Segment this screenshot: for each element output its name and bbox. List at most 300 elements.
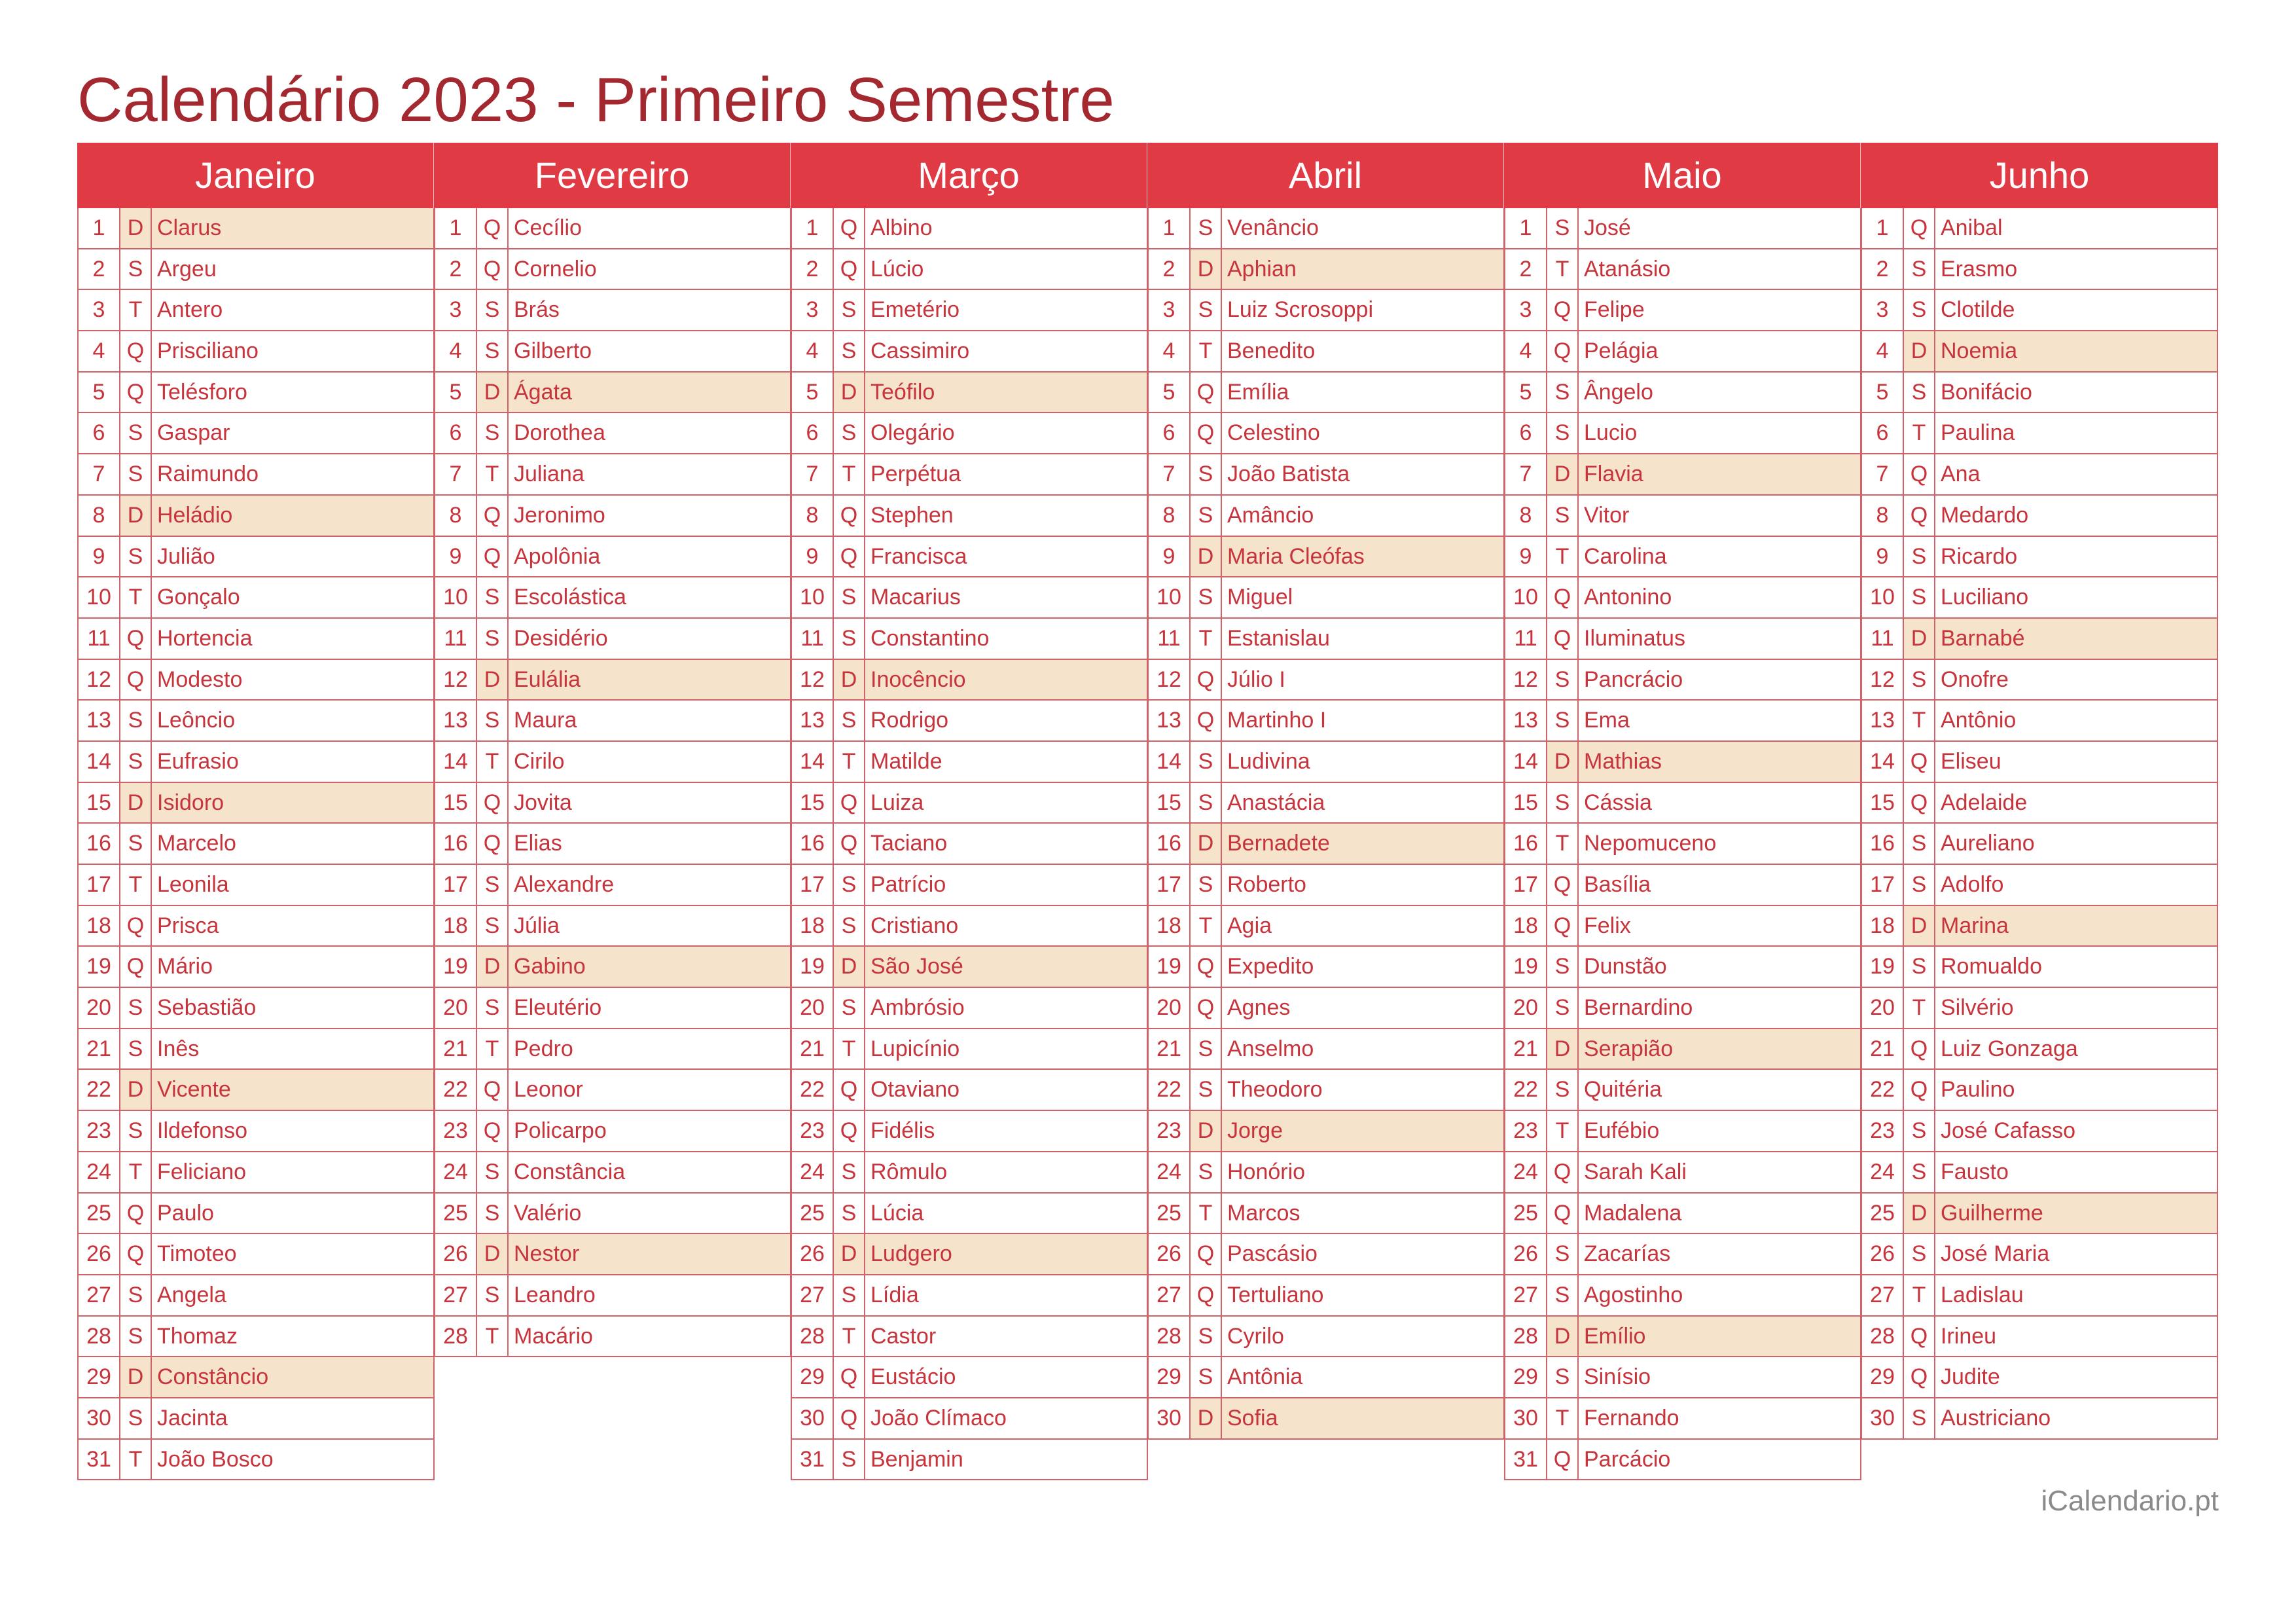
day-number: 22: [1862, 1070, 1904, 1110]
month-header: Março: [791, 143, 1148, 208]
saint-name: Ema: [1584, 708, 1630, 733]
weekday-letter: T: [120, 865, 152, 905]
saint-name: Teófilo: [865, 373, 1147, 412]
day-row: [1862, 1398, 2217, 1440]
day-number: 2: [792, 249, 834, 289]
weekday-letter: S: [120, 1275, 152, 1315]
weekday-letter: D: [477, 1234, 509, 1274]
day-number: 16: [1505, 824, 1547, 864]
day-number: 15: [1149, 783, 1191, 823]
weekday-letter: S: [1191, 496, 1222, 536]
saint-name: Antero: [157, 297, 223, 323]
day-number: 2: [435, 249, 477, 289]
weekday-letter: T: [1547, 249, 1579, 289]
saint-name: José: [1584, 215, 1631, 240]
saint-name: Serapião: [1579, 1029, 1860, 1069]
day-number: 19: [1505, 947, 1547, 987]
day-row: [1862, 1234, 2217, 1275]
day-number: 7: [792, 454, 834, 494]
day-number: 5: [435, 373, 477, 412]
weekday-letter: S: [834, 331, 865, 371]
day-list: [1504, 208, 1861, 1480]
day-number: 4: [1862, 331, 1904, 371]
month-column-maio: [1504, 143, 1861, 1480]
saint-name: Theodoro: [1227, 1077, 1323, 1103]
month-column-abril: [1147, 143, 1505, 1440]
weekday-letter: S: [477, 906, 509, 946]
day-row: [79, 413, 433, 454]
day-row: [1149, 331, 1503, 373]
saint-name: Luciliano: [1941, 585, 2029, 610]
weekday-letter: S: [1547, 660, 1579, 700]
weekday-letter: Q: [834, 208, 865, 248]
day-number: 1: [435, 208, 477, 248]
day-number: 31: [1505, 1440, 1547, 1480]
weekday-letter: Q: [120, 373, 152, 412]
weekday-letter: Q: [1904, 1317, 1935, 1357]
saint-name: Emília: [1227, 379, 1289, 405]
weekday-letter: Q: [477, 783, 509, 823]
saint-name: Dorothea: [514, 420, 605, 446]
day-row: [1149, 742, 1503, 783]
saint-name: Modesto: [157, 666, 243, 692]
day-number: 3: [792, 290, 834, 330]
saint-name: Otaviano: [870, 1077, 960, 1103]
day-number: 8: [1149, 496, 1191, 536]
day-row: [1505, 496, 1860, 537]
saint-name: Júlio I: [1227, 666, 1285, 692]
weekday-letter: S: [834, 1440, 865, 1480]
saint-name: Tertuliano: [1227, 1282, 1324, 1307]
saint-name: Iluminatus: [1584, 625, 1685, 651]
day-list: [1861, 208, 2218, 1440]
weekday-letter: S: [1191, 290, 1222, 330]
day-row: [792, 988, 1147, 1029]
day-number: 16: [1149, 824, 1191, 864]
day-number: 3: [79, 290, 120, 330]
day-number: 21: [1149, 1029, 1191, 1069]
day-number: 24: [792, 1152, 834, 1192]
weekday-letter: D: [120, 1070, 152, 1110]
weekday-letter: S: [1904, 660, 1935, 700]
weekday-letter: S: [120, 1317, 152, 1357]
day-number: 27: [792, 1275, 834, 1315]
weekday-letter: S: [1547, 701, 1579, 740]
day-row: [435, 454, 790, 496]
weekday-letter: S: [120, 742, 152, 782]
day-number: 6: [1149, 413, 1191, 453]
day-row: [435, 906, 790, 947]
weekday-letter: S: [477, 1152, 509, 1192]
day-number: 25: [1505, 1194, 1547, 1233]
weekday-letter: T: [1904, 1275, 1935, 1315]
day-number: 8: [1505, 496, 1547, 536]
day-number: 10: [79, 577, 120, 617]
saint-name: Quitéria: [1584, 1077, 1662, 1103]
weekday-letter: Q: [477, 537, 509, 577]
day-number: 4: [792, 331, 834, 371]
weekday-letter: S: [1904, 1398, 1935, 1438]
saint-name: Angela: [157, 1282, 226, 1307]
day-row: [1149, 1357, 1503, 1398]
day-number: 2: [79, 249, 120, 289]
day-row: [435, 988, 790, 1029]
weekday-letter: S: [120, 1029, 152, 1069]
weekday-letter: D: [1547, 454, 1579, 494]
weekday-letter: D: [1904, 1194, 1935, 1233]
saint-name: Anselmo: [1227, 1036, 1314, 1061]
day-row: [1149, 988, 1503, 1029]
weekday-letter: Q: [1191, 1234, 1222, 1274]
day-row: [1862, 1070, 2217, 1111]
saint-name: São José: [865, 947, 1147, 987]
day-number: 30: [1149, 1398, 1191, 1438]
day-row: [792, 290, 1147, 331]
day-row: [1149, 496, 1503, 537]
weekday-letter: T: [120, 1152, 152, 1192]
day-row: [1149, 701, 1503, 742]
day-row: [792, 208, 1147, 249]
day-number: 25: [792, 1194, 834, 1233]
weekday-letter: D: [1904, 331, 1935, 371]
weekday-letter: T: [477, 1317, 509, 1357]
day-number: 19: [79, 947, 120, 987]
saint-name: Antonino: [1584, 585, 1672, 610]
day-number: 27: [1505, 1275, 1547, 1315]
day-row: [1862, 496, 2217, 537]
day-number: 8: [792, 496, 834, 536]
day-row: [1505, 1398, 1860, 1440]
day-row: [79, 701, 433, 742]
day-row: [435, 208, 790, 249]
weekday-letter: S: [834, 701, 865, 740]
month-column-março: [791, 143, 1148, 1480]
day-number: 25: [1149, 1194, 1191, 1233]
weekday-letter: Q: [1904, 496, 1935, 536]
day-number: 15: [79, 783, 120, 823]
day-row: [435, 1152, 790, 1194]
page-title: Calendário 2023 - Primeiro Semestre: [77, 65, 1115, 135]
day-row: [79, 373, 433, 414]
day-row: [79, 660, 433, 701]
weekday-letter: S: [1547, 1070, 1579, 1110]
day-row: [1149, 577, 1503, 619]
weekday-letter: S: [120, 1111, 152, 1151]
weekday-letter: T: [1191, 1194, 1222, 1233]
day-number: 9: [1862, 537, 1904, 577]
saint-name: Bonifácio: [1941, 379, 2032, 405]
weekday-letter: Q: [477, 824, 509, 864]
weekday-letter: S: [1191, 1029, 1222, 1069]
weekday-letter: Q: [1547, 331, 1579, 371]
day-row: [792, 1194, 1147, 1235]
saint-name: Paulina: [1941, 420, 2015, 446]
day-number: 8: [79, 496, 120, 536]
day-row: [1149, 290, 1503, 331]
day-number: 21: [435, 1029, 477, 1069]
saint-name: Paulo: [157, 1200, 214, 1226]
day-row: [79, 1317, 433, 1358]
day-row: [1862, 619, 2217, 660]
day-row: [1505, 824, 1860, 865]
saint-name: Felix: [1584, 913, 1631, 938]
saint-name: Leonor: [514, 1077, 583, 1103]
weekday-letter: S: [477, 331, 509, 371]
day-number: 24: [1149, 1152, 1191, 1192]
weekday-letter: S: [477, 619, 509, 659]
month-header: Janeiro: [77, 143, 435, 208]
weekday-letter: Q: [834, 1070, 865, 1110]
saint-name: Vicente: [152, 1070, 433, 1110]
weekday-letter: S: [1191, 1070, 1222, 1110]
weekday-letter: Q: [1904, 208, 1935, 248]
day-number: 9: [435, 537, 477, 577]
day-row: [1862, 537, 2217, 578]
day-number: 5: [792, 373, 834, 412]
day-number: 28: [79, 1317, 120, 1357]
day-row: [79, 331, 433, 373]
day-number: 13: [435, 701, 477, 740]
day-row: [1149, 1275, 1503, 1317]
weekday-letter: Q: [834, 783, 865, 823]
day-row: [792, 413, 1147, 454]
day-row: [1505, 454, 1860, 496]
saint-name: Agostinho: [1584, 1282, 1683, 1307]
weekday-letter: D: [834, 1234, 865, 1274]
day-row: [1149, 1152, 1503, 1194]
saint-name: Heládio: [152, 496, 433, 536]
saint-name: Sarah Kali: [1584, 1159, 1687, 1184]
saint-name: Ludivina: [1227, 748, 1310, 774]
saint-name: Judite: [1941, 1364, 2000, 1390]
day-row: [792, 496, 1147, 537]
weekday-letter: Q: [834, 1111, 865, 1151]
saint-name: Romualdo: [1941, 954, 2042, 979]
saint-name: Cirilo: [514, 748, 565, 774]
day-number: 17: [79, 865, 120, 905]
day-number: 5: [1505, 373, 1547, 412]
saint-name: Flavia: [1579, 454, 1860, 494]
day-number: 17: [435, 865, 477, 905]
day-number: 30: [1505, 1398, 1547, 1438]
day-number: 20: [1149, 988, 1191, 1028]
day-row: [792, 660, 1147, 701]
saint-name: Medardo: [1941, 502, 2029, 528]
day-number: 21: [1505, 1029, 1547, 1069]
saint-name: Onofre: [1941, 666, 2009, 692]
day-row: [1149, 454, 1503, 496]
saint-name: Estanislau: [1227, 625, 1330, 651]
day-row: [1505, 865, 1860, 906]
day-number: 24: [79, 1152, 120, 1192]
weekday-letter: S: [120, 701, 152, 740]
saint-name: Albino: [870, 215, 933, 240]
saint-name: Prisca: [157, 913, 219, 938]
day-row: [1149, 865, 1503, 906]
day-row: [1149, 1317, 1503, 1358]
saint-name: Gabino: [509, 947, 790, 987]
weekday-letter: D: [120, 496, 152, 536]
day-row: [792, 1398, 1147, 1440]
day-row: [1149, 660, 1503, 701]
saint-name: Ricardo: [1941, 543, 2018, 569]
weekday-letter: S: [1904, 824, 1935, 864]
day-list: [434, 208, 791, 1357]
day-row: [435, 537, 790, 578]
weekday-letter: S: [1904, 1234, 1935, 1274]
day-number: 17: [1505, 865, 1547, 905]
day-number: 15: [435, 783, 477, 823]
day-row: [1505, 783, 1860, 824]
weekday-letter: Q: [120, 906, 152, 946]
saint-name: Venâncio: [1227, 215, 1319, 240]
saint-name: Clarus: [152, 208, 433, 248]
day-number: 12: [1149, 660, 1191, 700]
weekday-letter: S: [477, 1194, 509, 1233]
saint-name: Maura: [514, 708, 577, 733]
day-row: [792, 1275, 1147, 1317]
saint-name: Nestor: [509, 1234, 790, 1274]
day-row: [1505, 1275, 1860, 1317]
weekday-letter: S: [1191, 1152, 1222, 1192]
weekday-letter: S: [1547, 1357, 1579, 1397]
weekday-letter: S: [477, 577, 509, 617]
saint-name: Ambrósio: [870, 995, 965, 1021]
day-number: 28: [1862, 1317, 1904, 1357]
day-number: 27: [1149, 1275, 1191, 1315]
weekday-letter: S: [477, 865, 509, 905]
saint-name: Mário: [157, 954, 213, 979]
day-row: [435, 1234, 790, 1275]
day-number: 13: [79, 701, 120, 740]
weekday-letter: Q: [834, 537, 865, 577]
day-number: 29: [1505, 1357, 1547, 1397]
weekday-letter: Q: [1904, 1070, 1935, 1110]
day-number: 4: [79, 331, 120, 371]
day-row: [1862, 208, 2217, 249]
saint-name: Martinho I: [1227, 708, 1327, 733]
saint-name: Jorge: [1222, 1111, 1503, 1151]
saint-name: Parcácio: [1584, 1446, 1671, 1472]
saint-name: Jovita: [514, 790, 572, 815]
month-header: Fevereiro: [434, 143, 791, 208]
day-number: 18: [435, 906, 477, 946]
weekday-letter: D: [1904, 906, 1935, 946]
saint-name: Constância: [514, 1159, 626, 1184]
weekday-letter: S: [834, 577, 865, 617]
saint-name: Luiz Scrosoppi: [1227, 297, 1374, 323]
weekday-letter: Q: [120, 619, 152, 659]
day-row: [792, 1440, 1147, 1481]
day-number: 15: [1862, 783, 1904, 823]
day-row: [1862, 1194, 2217, 1235]
day-number: 27: [435, 1275, 477, 1315]
saint-name: Stephen: [870, 502, 954, 528]
saint-name: Agia: [1227, 913, 1272, 938]
saint-name: Luiza: [870, 790, 924, 815]
day-number: 24: [1505, 1152, 1547, 1192]
weekday-letter: S: [477, 701, 509, 740]
saint-name: Emílio: [1579, 1317, 1860, 1357]
weekday-letter: Q: [1191, 413, 1222, 453]
day-row: [1505, 373, 1860, 414]
weekday-letter: Q: [834, 824, 865, 864]
day-row: [435, 413, 790, 454]
saint-name: Elias: [514, 831, 562, 856]
saint-name: Gonçalo: [157, 585, 240, 610]
day-number: 11: [1505, 619, 1547, 659]
weekday-letter: S: [1904, 577, 1935, 617]
day-row: [1505, 1317, 1860, 1358]
weekday-letter: T: [120, 290, 152, 330]
saint-name: Pascásio: [1227, 1241, 1318, 1267]
day-number: 27: [79, 1275, 120, 1315]
day-row: [79, 577, 433, 619]
saint-name: Leonila: [157, 872, 229, 897]
day-number: 4: [1505, 331, 1547, 371]
saint-name: Escolástica: [514, 585, 626, 610]
day-number: 7: [1149, 454, 1191, 494]
day-row: [1149, 373, 1503, 414]
day-number: 16: [435, 824, 477, 864]
saint-name: Constantino: [870, 625, 990, 651]
saint-name: Emetério: [870, 297, 960, 323]
weekday-letter: S: [1191, 208, 1222, 248]
saint-name: Pancrácio: [1584, 666, 1683, 692]
weekday-letter: T: [834, 1317, 865, 1357]
day-number: 1: [1149, 208, 1191, 248]
day-number: 9: [1505, 537, 1547, 577]
weekday-letter: D: [834, 373, 865, 412]
day-row: [1149, 1029, 1503, 1070]
day-number: 12: [1862, 660, 1904, 700]
saint-name: Castor: [870, 1323, 937, 1349]
day-number: 18: [1862, 906, 1904, 946]
day-row: [1505, 701, 1860, 742]
weekday-letter: Q: [1191, 701, 1222, 740]
weekday-letter: S: [1191, 577, 1222, 617]
saint-name: Julião: [157, 543, 215, 569]
day-row: [435, 1111, 790, 1152]
saint-name: Fausto: [1941, 1159, 2009, 1184]
saint-name: Jeronimo: [514, 502, 605, 528]
weekday-letter: D: [120, 1357, 152, 1397]
saint-name: Sofia: [1222, 1398, 1503, 1438]
weekday-letter: D: [1547, 1029, 1579, 1069]
day-number: 2: [1862, 249, 1904, 289]
day-row: [1149, 1234, 1503, 1275]
saint-name: Amâncio: [1227, 502, 1314, 528]
saint-name: Timoteo: [157, 1241, 237, 1267]
day-number: 21: [79, 1029, 120, 1069]
month-column-janeiro: [77, 143, 435, 1480]
day-row: [79, 1275, 433, 1317]
weekday-letter: T: [477, 742, 509, 782]
day-row: [79, 906, 433, 947]
day-number: 11: [1149, 619, 1191, 659]
month-header: Maio: [1504, 143, 1861, 208]
day-row: [792, 331, 1147, 373]
weekday-letter: S: [1191, 1357, 1222, 1397]
saint-name: Eustácio: [870, 1364, 956, 1390]
saint-name: Feliciano: [157, 1159, 247, 1184]
saint-name: Ângelo: [1584, 379, 1653, 405]
saint-name: Luiz Gonzaga: [1941, 1036, 2078, 1061]
day-number: 22: [792, 1070, 834, 1110]
day-row: [1862, 454, 2217, 496]
weekday-letter: S: [1547, 373, 1579, 412]
day-number: 20: [792, 988, 834, 1028]
